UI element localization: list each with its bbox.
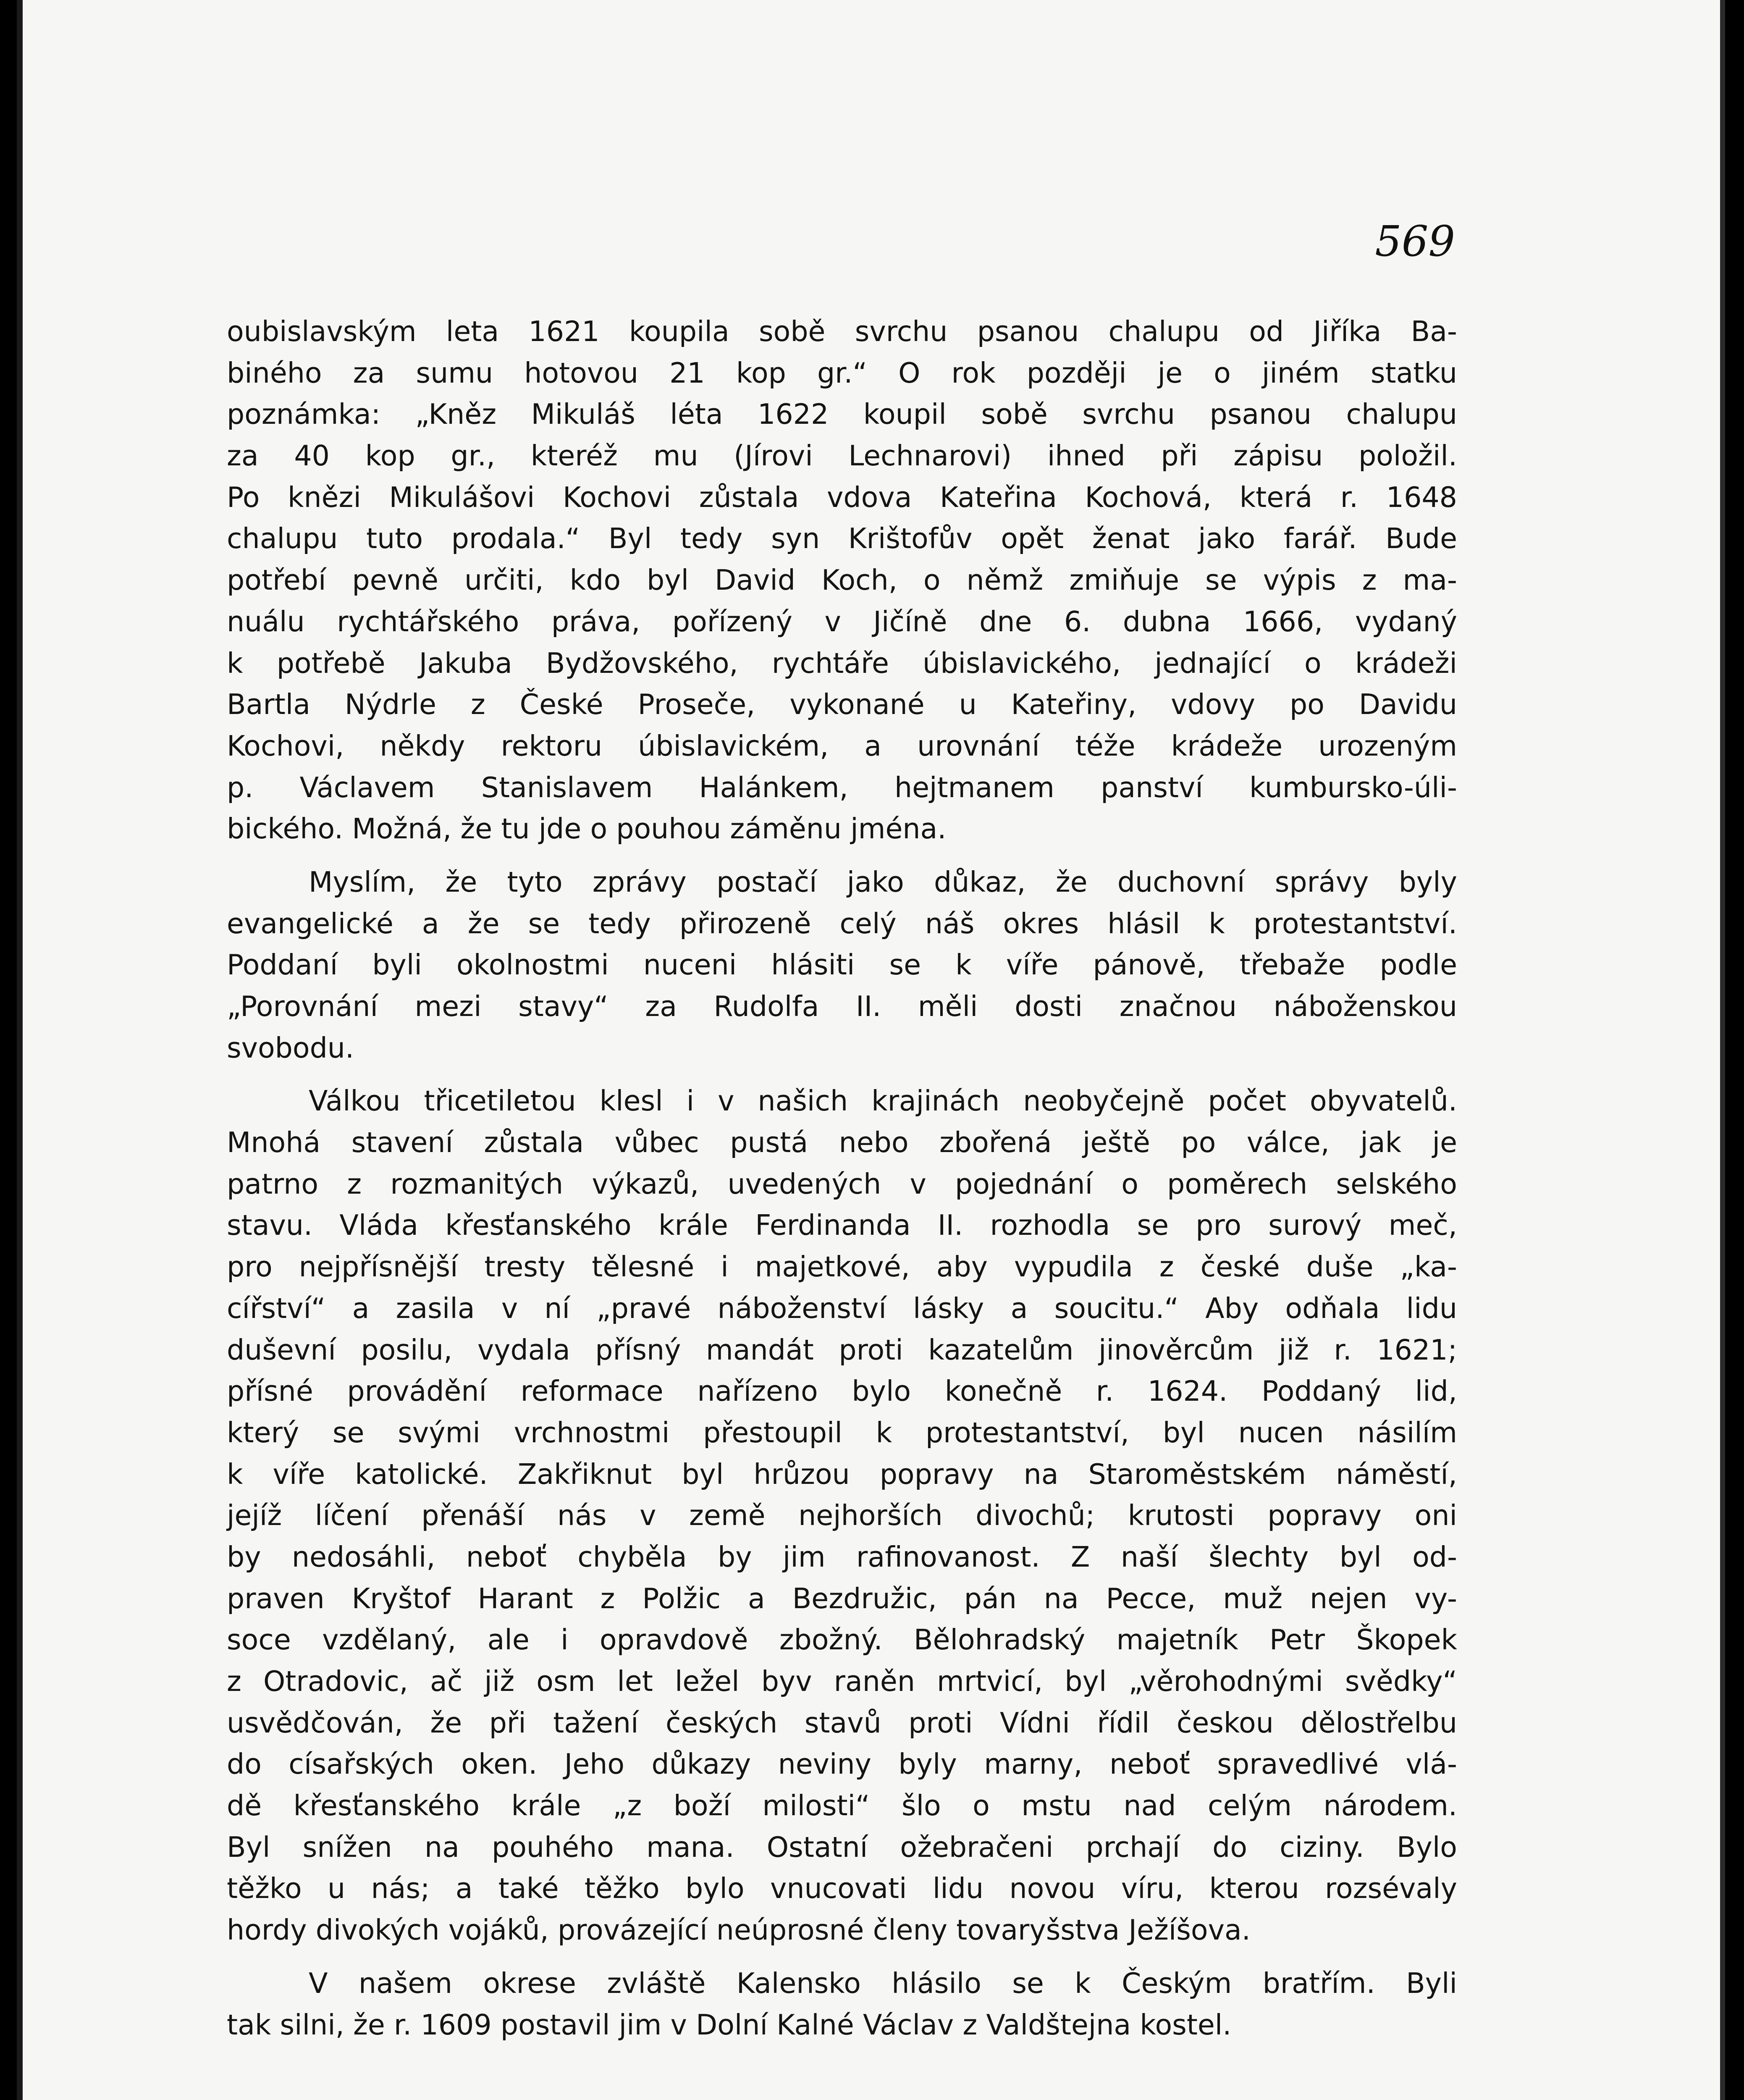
text-line: bického. Možná, že tu jde o pouhou záměnu jména. bbox=[227, 812, 947, 845]
page-number: 569 bbox=[1375, 217, 1455, 266]
text-line: Po knězi Mikulášovi Kochovi zůstala vdova Kateřina Kochová, která r. 1648 bbox=[227, 480, 1457, 514]
paragraph-3 bbox=[227, 1080, 1457, 1950]
paragraph-1 bbox=[227, 311, 1457, 850]
text-line: potřebí pevně určiti, kdo byl David Koch, o němž zmiňuje se výpis z ma- bbox=[227, 564, 1457, 597]
paragraph-2 bbox=[227, 861, 1457, 1068]
text-line: oubislavským leta 1621 koupila sobě svrchu psanou chalupu od Jiříka Ba- bbox=[227, 315, 1457, 348]
text-line: tak silni, že r. 1609 postavil jim v Dolní Kalné Václav z Valdštejna kostel. bbox=[227, 2008, 1232, 2041]
text-line: do císařských oken. Jeho důkazy neviny byly marny, neboť spravedlivé vlá- bbox=[227, 1748, 1457, 1781]
text-line: evangelické a že se tedy přirozeně celý náš okres hlásil k protestantství. bbox=[227, 907, 1457, 940]
text-line: k potřebě Jakuba Bydžovského, rychtáře úbislavického, jednající o krádeži bbox=[227, 646, 1457, 680]
text-line: usvědčován, že při tažení českých stavů proti Vídni řídil českou dělostřelbu bbox=[227, 1706, 1457, 1739]
text-line: V našem okrese zvláště Kalensko hlásilo se k Českým bratřím. Byli bbox=[309, 1966, 1457, 2000]
text-line: který se svými vrchnostmi přestoupil k protestantství, byl nucen násilím bbox=[227, 1416, 1457, 1449]
text-line: přísné provádění reformace nařízeno bylo konečně r. 1624. Poddaný lid, bbox=[227, 1375, 1457, 1408]
page-binding-edge bbox=[17, 0, 23, 2100]
text-line: stavu. Vláda křesťanského krále Ferdinanda II. rozhodla se pro surový meč, bbox=[227, 1209, 1457, 1242]
book-page bbox=[17, 0, 1725, 2100]
text-line: Bartla Nýdrle z České Proseče, vykonané u Kateřiny, vdovy po Davidu bbox=[227, 688, 1457, 721]
text-line: soce vzdělaný, ale i opravdově zbožný. Bělohradský majetník Petr Škopek bbox=[227, 1623, 1457, 1656]
text-line: Válkou třicetiletou klesl i v našich krajinách neobyčejně počet obyvatelů. bbox=[309, 1084, 1457, 1118]
text-line: Byl snížen na pouhého mana. Ostatní ožebračeni prchají do ciziny. Bylo bbox=[227, 1830, 1457, 1864]
text-line: praven Kryštof Harant z Polžic a Bezdružic, pán na Pecce, muž nejen vy- bbox=[227, 1582, 1457, 1615]
text-line: Myslím, že tyto zprávy postačí jako důkaz, že duchovní správy byly bbox=[309, 865, 1457, 898]
body-text bbox=[227, 311, 1457, 2045]
text-line: patrno z rozmanitých výkazů, uvedených v pojednání o poměrech selského bbox=[227, 1167, 1457, 1200]
text-line: z Otradovic, ač již osm let ležel byv raněn mrtvicí, byl „věrohodnými svědky“ bbox=[227, 1665, 1457, 1698]
text-line: poznámka: „Kněz Mikuláš léta 1622 koupil sobě svrchu psanou chalupu bbox=[227, 398, 1457, 431]
text-line: Kochovi, někdy rektoru úbislavickém, a urovnání téže krádeže urozeným bbox=[227, 729, 1457, 762]
text-line: p. Václavem Stanislavem Halánkem, hejtmanem panství kumbursko-úli- bbox=[227, 771, 1457, 804]
text-line: Poddaní byli okolnostmi nuceni hlásiti se k víře pánově, třebaže podle bbox=[227, 948, 1457, 982]
text-line: svobodu. bbox=[227, 1031, 354, 1064]
text-line: biného za sumu hotovou 21 kop gr.“ O rok později je o jiném statku bbox=[227, 356, 1457, 389]
text-line: jejíž líčení přenáší nás v země nejhorších divochů; krutosti popravy oni bbox=[227, 1499, 1457, 1532]
text-line: „Porovnání mezi stavy“ za Rudolfa II. měli dosti značnou náboženskou bbox=[227, 990, 1457, 1023]
text-line: nuálu rychtářského práva, pořízený v Jičíně dne 6. dubna 1666, vydaný bbox=[227, 605, 1457, 638]
text-line: chalupu tuto prodala.“ Byl tedy syn Krištofův opět ženat jako farář. Bude bbox=[227, 522, 1457, 555]
text-line: cířství“ a zasila v ní „pravé náboženství lásky a soucitu.“ Aby odňala lidu bbox=[227, 1292, 1457, 1325]
paragraph-4 bbox=[227, 1963, 1457, 2045]
text-line: duševní posilu, vydala přísný mandát proti kazatelům jinověrcům již r. 1621; bbox=[227, 1333, 1457, 1366]
text-line: pro nejpřísnější tresty tělesné i majetkové, aby vypudila z české duše „ka- bbox=[227, 1250, 1457, 1284]
text-line: k víře katolické. Zakřiknut byl hrůzou popravy na Staroměstském náměstí, bbox=[227, 1457, 1457, 1491]
text-line: Mnohá stavení zůstala vůbec pustá nebo zbořená ještě po válce, jak je bbox=[227, 1126, 1457, 1159]
text-line: hordy divokých vojáků, provázející neúprosné členy tovaryšstva Ježíšova. bbox=[227, 1914, 1251, 1947]
text-line: by nedosáhli, neboť chyběla by jim rafinovanost. Z naší šlechty byl od- bbox=[227, 1540, 1457, 1573]
text-line: za 40 kop gr., kteréž mu (Jírovi Lechnarovi) ihned při zápisu položil. bbox=[227, 439, 1457, 472]
text-line: dě křesťanského krále „z boží milosti“ šlo o mstu nad celým národem. bbox=[227, 1789, 1457, 1822]
page-right-edge bbox=[1720, 0, 1725, 2100]
text-line: těžko u nás; a také těžko bylo vnucovati lidu novou víru, kterou rozsévaly bbox=[227, 1872, 1457, 1905]
